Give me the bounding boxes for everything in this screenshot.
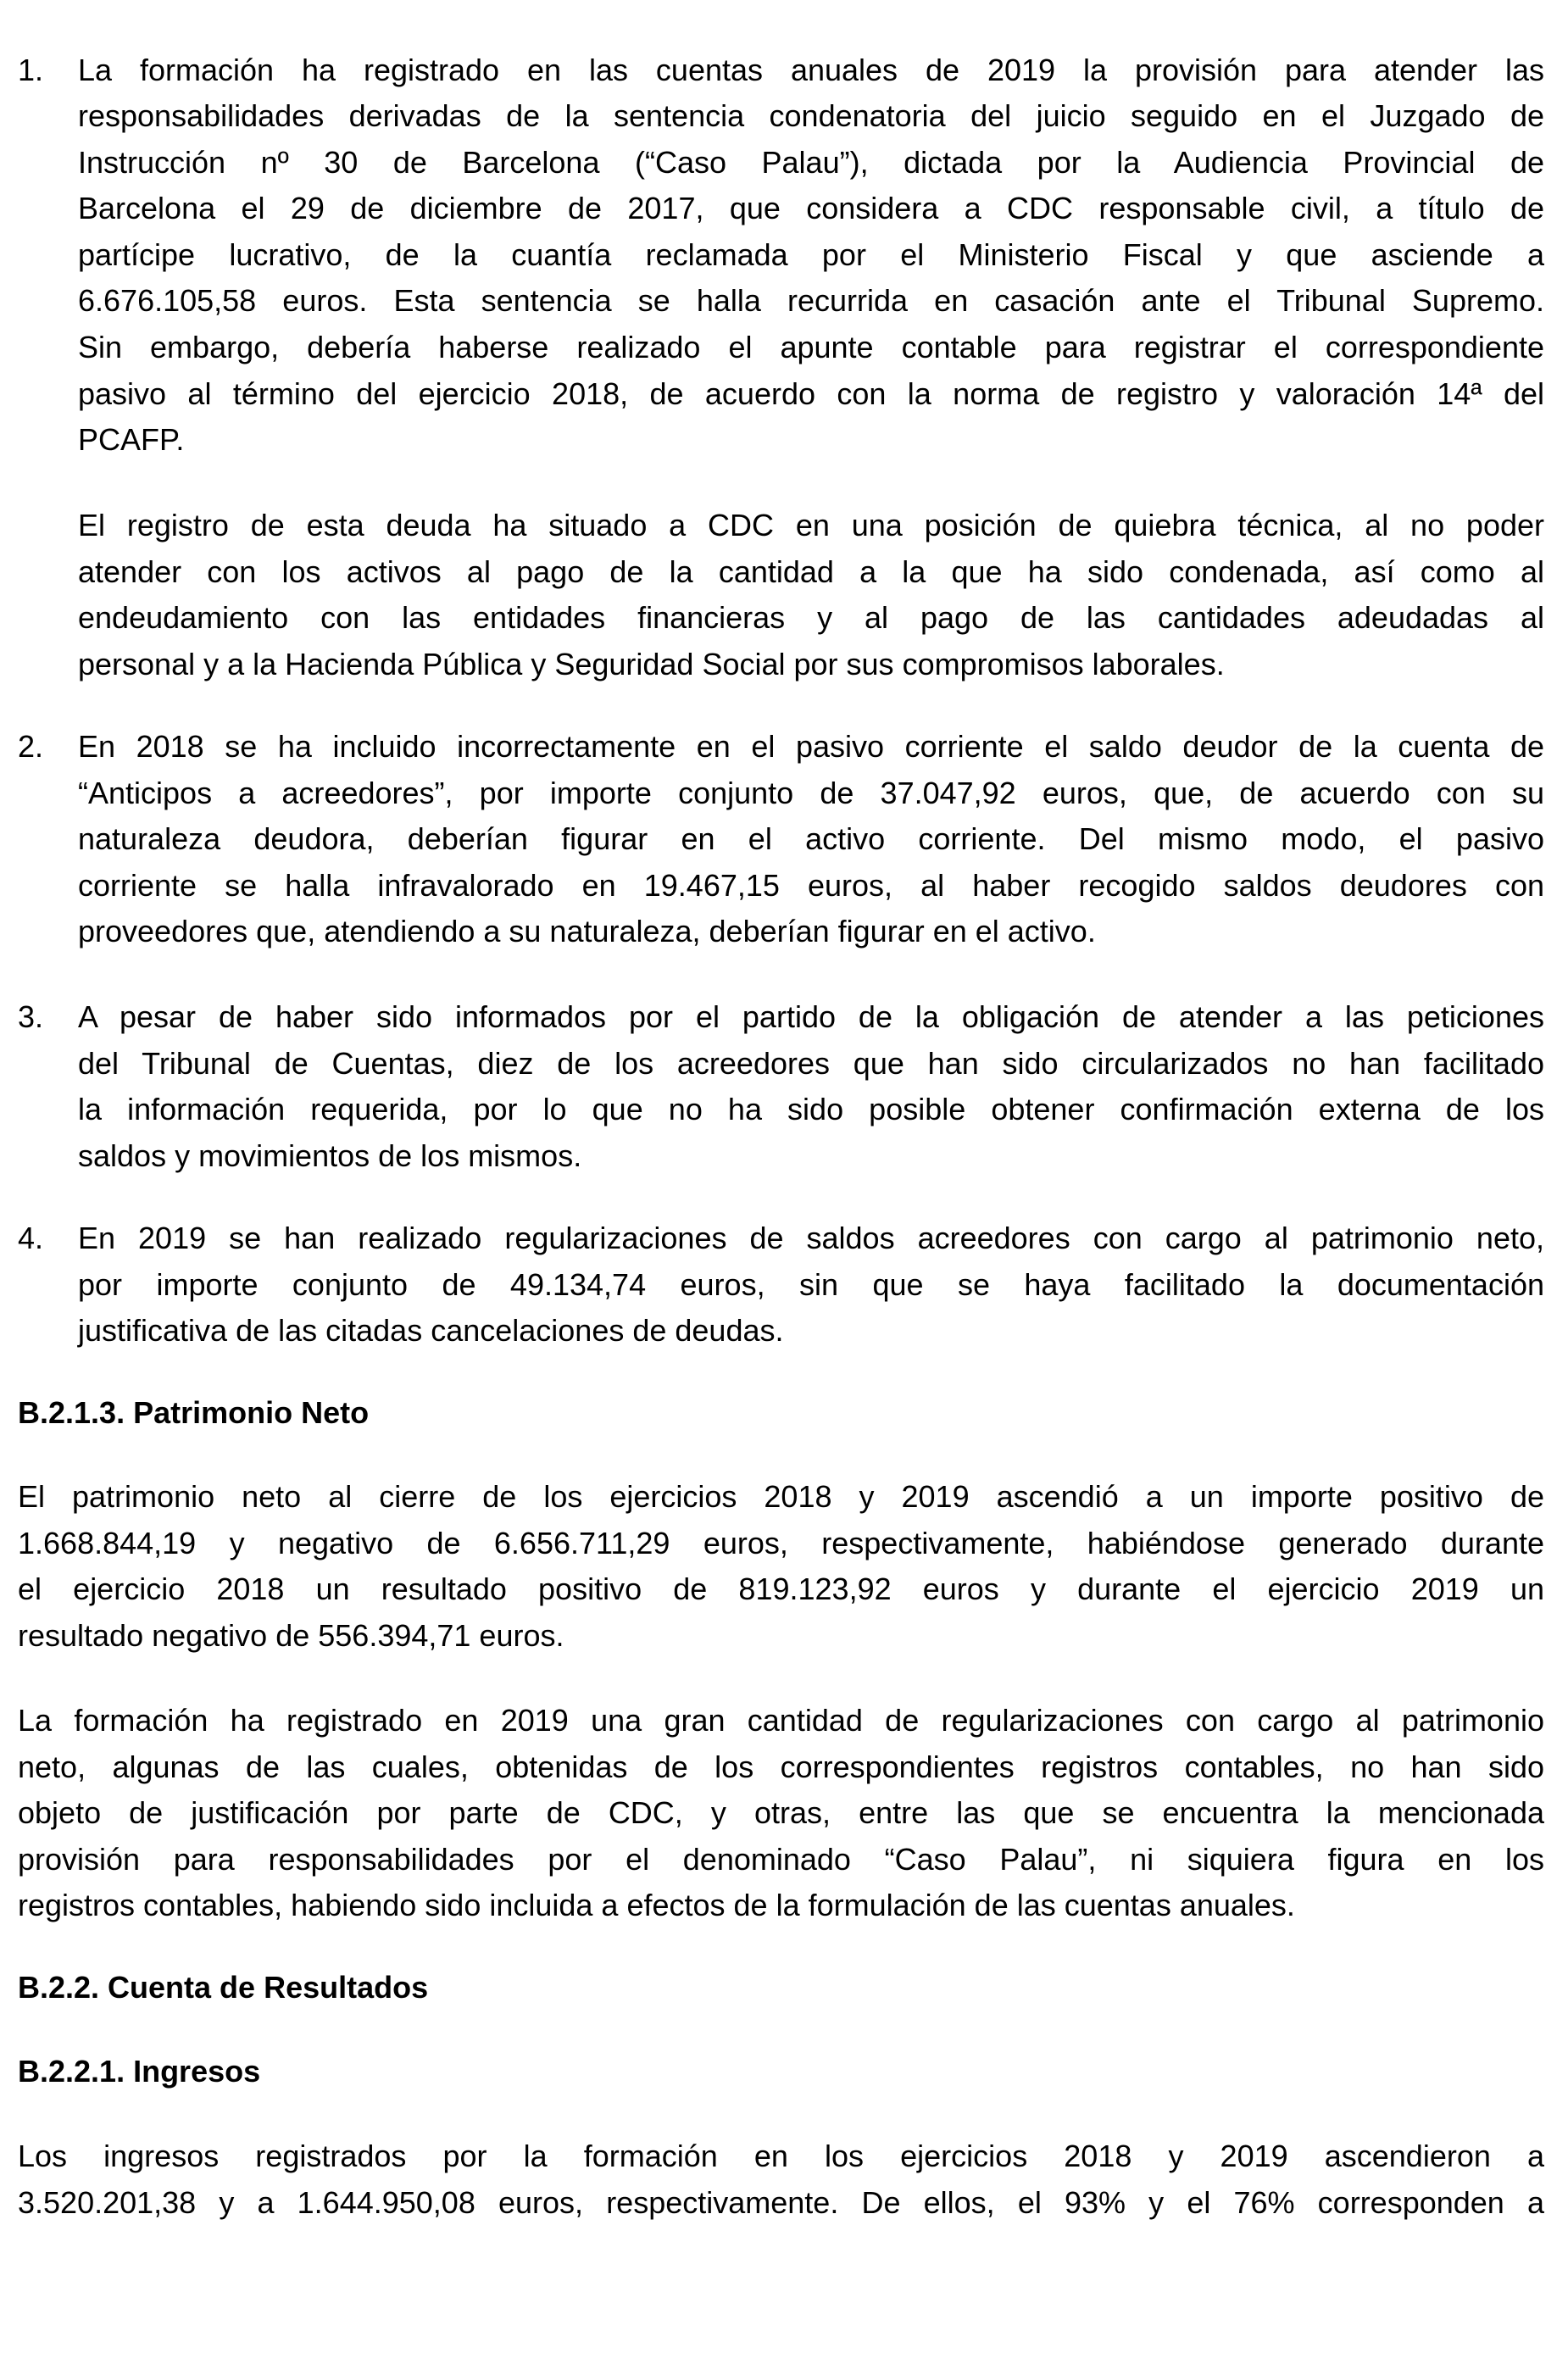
- text-line: La formación ha registrado en las cuentas anuales de 2019 la provisión para atender las: [78, 52, 1544, 87]
- paragraph-regularizaciones: [18, 1698, 1544, 1929]
- text-line: del Tribunal de Cuentas, diez de los acreedores que han sido circularizados no han facilitado: [78, 1045, 1544, 1081]
- text-line: resultado negativo de 556.394,71 euros.: [18, 1617, 564, 1653]
- text-line: provisión para responsabilidades por el denominado “Caso Palau”, ni siquiera figura en los: [18, 1841, 1544, 1877]
- text-line: En 2019 se han realizado regularizaciones de saldos acreedores con cargo al patrimonio neto,: [78, 1221, 1544, 1255]
- text-line: Barcelona el 29 de diciembre de 2017, que considera a CDC responsable civil, a título de: [78, 191, 1544, 226]
- text-line: 6.676.105,58 euros. Esta sentencia se halla recurrida en casación ante el Tribunal Supremo.: [78, 283, 1544, 319]
- text-line: En 2018 se ha incluido incorrectamente en el pasivo corriente el saldo deudor de la cuenta de: [78, 729, 1544, 764]
- list-item-1: [18, 47, 1544, 464]
- list-number: 1.: [18, 52, 44, 87]
- text-line: Sin embargo, debería haberse realizado el apunte contable para registrar el correspondiente: [78, 330, 1544, 365]
- section-heading-ingresos: B.2.2.1. Ingresos: [18, 2054, 261, 2089]
- text-line: Los ingresos registrados por la formación en los ejercicios 2018 y 2019 ascendieron a: [18, 2139, 1544, 2173]
- text-line: por importe conjunto de 49.134,74 euros, sin que se haya facilitado la documentación: [78, 1266, 1544, 1302]
- text-line: El registro de esta deuda ha situado a CDC en una posición de quiebra técnica, al no poder: [78, 508, 1544, 542]
- list-number: 2.: [18, 729, 44, 764]
- text-line: A pesar de haber sido informados por el partido de la obligación de atender a las peticiones: [78, 999, 1544, 1034]
- section-heading-patrimonio-neto: B.2.1.3. Patrimonio Neto: [18, 1395, 370, 1430]
- text-line: atender con los activos al pago de la cantidad a la que ha sido condenada, así como al: [78, 553, 1544, 589]
- list-item-4: [18, 1215, 1544, 1355]
- text-line: saldos y movimientos de los mismos.: [78, 1138, 582, 1173]
- text-line: personal y a la Hacienda Pública y Seguridad Social por sus compromisos laborales.: [78, 646, 1225, 681]
- text-line: la información requerida, por lo que no ha sido posible obtener confirmación externa de los: [78, 1092, 1544, 1127]
- text-line: neto, algunas de las cuales, obtenidas de los correspondientes registros contables, no han sido: [18, 1749, 1544, 1784]
- text-line: El patrimonio neto al cierre de los ejercicios 2018 y 2019 ascendió a un importe positivo de: [18, 1479, 1544, 1514]
- text-line: naturaleza deudora, deberían figurar en el activo corriente. Del mismo modo, el pasivo: [78, 821, 1544, 857]
- list-number: 4.: [18, 1221, 44, 1255]
- text-line: responsabilidades derivadas de la sentencia condenatoria del juicio seguido en el Juzgado de: [78, 98, 1544, 134]
- text-line: registros contables, habiendo sido incluida a efectos de la formulación de las cuentas anuales.: [18, 1888, 1295, 1923]
- text-line: “Anticipos a acreedores”, por importe conjunto de 37.047,92 euros, que, de acuerdo con su: [78, 775, 1544, 810]
- list-number: 3.: [18, 999, 44, 1034]
- text-line: Instrucción nº 30 de Barcelona (“Caso Palau”), dictada por la Audiencia Provincial de: [78, 144, 1544, 180]
- list-item-1-continuation: [78, 503, 1544, 687]
- text-line: PCAFP.: [78, 422, 185, 458]
- paragraph-patrimonio-neto: [18, 1474, 1544, 1659]
- text-line: partícipe lucrativo, de la cuantía reclamada por el Ministerio Fiscal y que asciende a: [78, 236, 1544, 272]
- text-line: 3.520.201,38 y a 1.644.950,08 euros, respectivamente. De ellos, el 93% y el 76% corresponden a: [18, 2184, 1544, 2220]
- list-item-2: [18, 724, 1544, 955]
- text-line: endeudamiento con las entidades financieras y al pago de las cantidades adeudadas al: [78, 600, 1544, 636]
- text-line: el ejercicio 2018 un resultado positivo de 819.123,92 euros y durante el ejercicio 2019 un: [18, 1571, 1544, 1607]
- text-line: justificativa de las citadas cancelaciones de deudas.: [78, 1313, 784, 1349]
- text-line: 1.668.844,19 y negativo de 6.656.711,29 euros, respectivamente, habiéndose generado durante: [18, 1525, 1544, 1560]
- section-heading-cuenta-resultados: B.2.2. Cuenta de Resultados: [18, 1970, 429, 2005]
- text-line: proveedores que, atendiendo a su naturaleza, deberían figurar en el activo.: [78, 914, 1096, 949]
- text-line: La formación ha registrado en 2019 una gran cantidad de regularizaciones con cargo al patrimonio: [18, 1703, 1544, 1738]
- text-line: objeto de justificación por parte de CDC, y otras, entre las que se encuentra la mencionada: [18, 1795, 1544, 1831]
- text-line: corriente se halla infravalorado en 19.467,15 euros, al haber recogido saldos deudores con: [78, 867, 1544, 903]
- paragraph-ingresos: [18, 2133, 1544, 2226]
- list-item-3: [18, 994, 1544, 1179]
- text-line: pasivo al término del ejercicio 2018, de acuerdo con la norma de registro y valoración 14ª del: [78, 375, 1544, 411]
